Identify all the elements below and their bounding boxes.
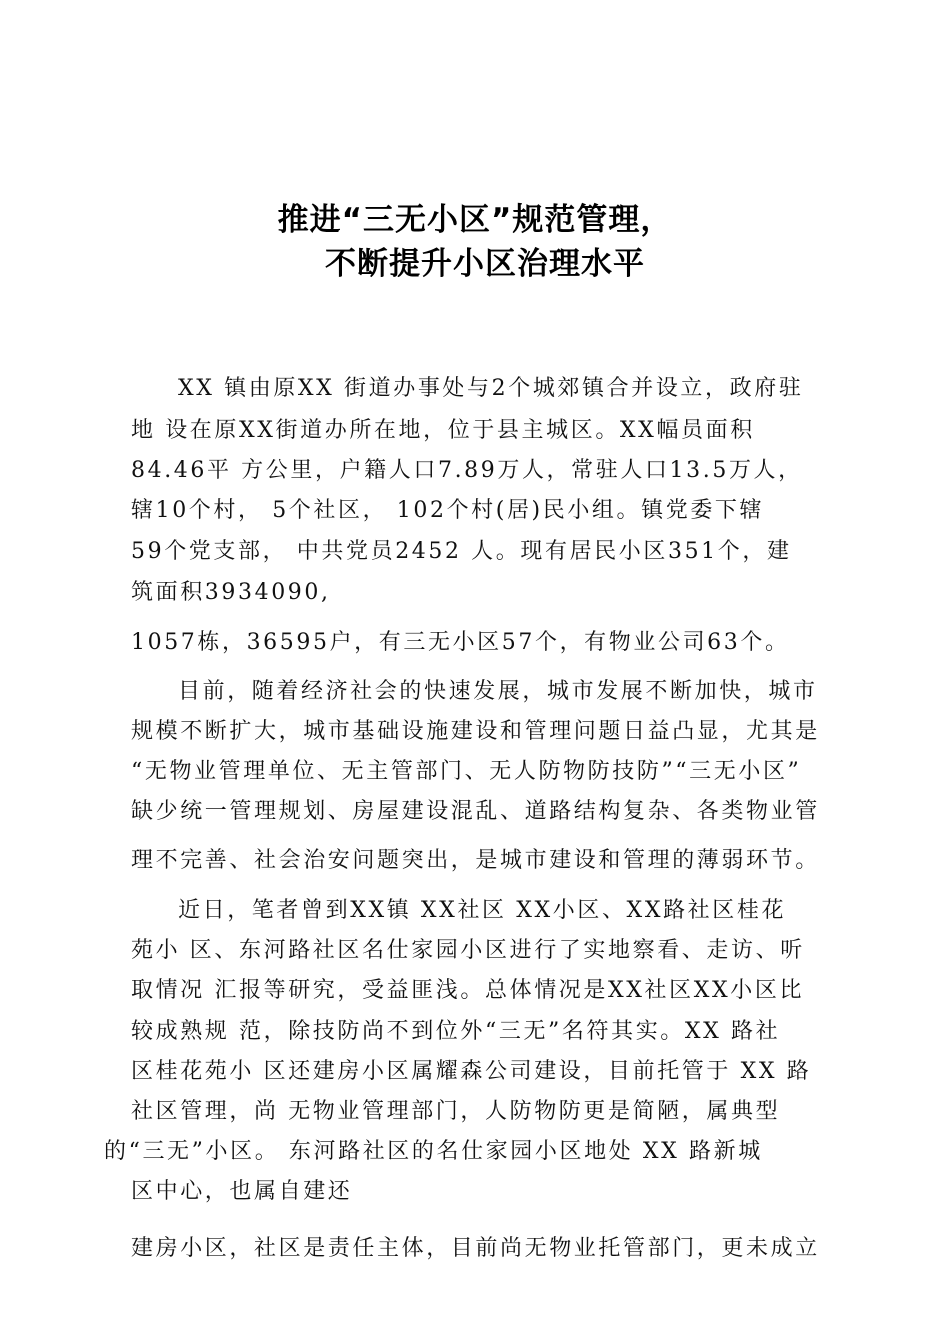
paragraph-line: 84.46平 方公里，户籍人口7.89万人，常驻人口13.5万人， xyxy=(131,458,803,483)
paragraph-line: “无物业管理单位、无主管部门、无人防物防技防”“三无小区” xyxy=(131,759,802,784)
paragraph-line: 的“三无”小区。 东河路社区的名仕家园小区地处 XX 路新城 xyxy=(104,1139,763,1164)
paragraph-line: 地 设在原XX街道办所在地，位于县主城区。XX幅员面积 xyxy=(131,418,755,443)
paragraph-line: 较成熟规 范，除技防尚不到位外“三无”名符其实。XX 路社 xyxy=(131,1019,781,1044)
paragraph-line: 规模不断扩大，城市基础设施建设和管理问题日益凸显，尤其是 xyxy=(131,719,820,744)
paragraph-line: 苑小 区、东河路社区名仕家园小区进行了实地察看、走访、听 xyxy=(131,938,805,963)
paragraph-line: 辖10个村， 5个社区， 102个村(居)民小组。镇党委下辖 xyxy=(131,498,765,523)
paragraph-line: 59个党支部， 中共党员2452 人。现有居民小区351个，建 xyxy=(131,539,792,564)
document-title-line-1: 推进“三无小区”规范管理， xyxy=(277,202,673,238)
document-title-line-2: 不断提升小区治理水平 xyxy=(325,246,645,282)
paragraph-line: 区中心，也属自建还 xyxy=(131,1179,353,1204)
paragraph-line: 理不完善、社会治安问题突出，是城市建设和管理的薄弱环节。 xyxy=(131,848,820,873)
paragraph-line: 建房小区，社区是责任主体，目前尚无物业托管部门，更未成立 xyxy=(131,1236,820,1261)
paragraph-line: 区桂花苑小 区还建房小区属耀森公司建设，目前托管于 XX 路 xyxy=(131,1059,812,1084)
paragraph-line: 缺少统一管理规划、房屋建设混乱、道路结构复杂、各类物业管 xyxy=(131,799,820,824)
paragraph-line: 目前，随着经济社会的快速发展，城市发展不断加快，城市 xyxy=(178,679,818,704)
paragraph-line: 筑面积3934090, xyxy=(131,580,331,605)
paragraph-line: XX 镇由原XX 街道办事处与2个城郊镇合并设立，政府驻 xyxy=(178,376,804,401)
paragraph-line: 取情况 汇报等研究，受益匪浅。总体情况是XX社区XX小区比 xyxy=(131,978,805,1003)
paragraph-line: 近日，笔者曾到XX镇 XX社区 XX小区、XX路社区桂花 xyxy=(178,898,787,923)
paragraph-line: 1057栋，36595户，有三无小区57个，有物业公司63个。 xyxy=(131,630,790,655)
paragraph-line: 社区管理，尚 无物业管理部门，人防物防更是简陋，属典型 xyxy=(131,1099,781,1124)
